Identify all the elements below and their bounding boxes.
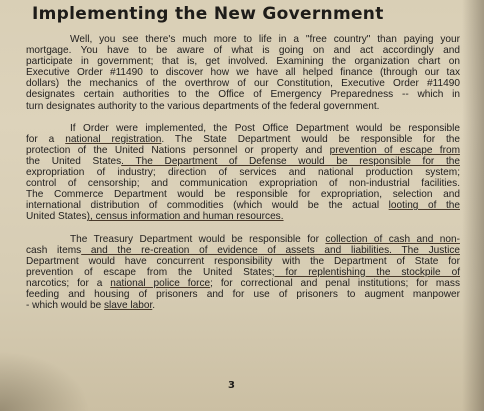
text-line xyxy=(26,200,460,211)
text-line xyxy=(26,134,460,145)
page-title: Implementing the New Government xyxy=(32,4,384,24)
text-segment: narcotics; for a xyxy=(26,277,111,289)
text-line xyxy=(26,89,460,100)
text-segment: Executive Order #11490 to discover how we have all helped finance (through our tax xyxy=(26,67,460,79)
page-number: 3 xyxy=(228,380,235,391)
underlined-phrase: and the re-creation of evidence of assets and liabilities. The Justice xyxy=(81,244,460,256)
underlined-phrase: national registration xyxy=(65,133,162,145)
body-text xyxy=(26,34,460,322)
underlined-phrase: national police force xyxy=(110,277,211,289)
underlined-phrase: prevention of escape from xyxy=(329,144,460,156)
paragraph-2 xyxy=(26,123,460,223)
text-line xyxy=(26,67,460,78)
text-segment: international distribution of commodities (which would be the actual xyxy=(26,200,389,212)
text-segment: control of censorship; and communication expropriation of non-industrial facilities. xyxy=(26,178,460,190)
text-segment: designates certain authorities to the Office of Emergency Preparedness -- which in xyxy=(26,89,460,101)
underlined-phrase: slave labor xyxy=(104,300,153,312)
text-line xyxy=(26,178,460,189)
text-line xyxy=(26,245,460,256)
text-line xyxy=(26,78,460,89)
text-line xyxy=(26,34,460,45)
text-line xyxy=(26,123,460,134)
text-line xyxy=(26,101,460,112)
page-edge-shadow xyxy=(462,0,484,411)
text-segment: . xyxy=(152,300,156,312)
text-line xyxy=(26,56,460,67)
text-line xyxy=(26,234,460,245)
text-segment: for a xyxy=(26,133,66,145)
corner-shadow xyxy=(0,351,90,411)
text-segment: dollars) the mechanics of the overthrow of our Constitution, Executive Order #11490 xyxy=(26,78,460,90)
text-segment: Well, you see there's much more to life in a "free country" than paying your xyxy=(70,34,460,45)
text-line xyxy=(26,289,460,300)
text-segment: If Order were implemented, the Post Office Department would be responsible xyxy=(70,122,460,134)
underlined-phrase: looting of the xyxy=(388,200,460,212)
text-line xyxy=(26,211,460,222)
text-segment: feeding and housing of prisoners and for use of prisoners to augment manpower xyxy=(26,288,460,300)
text-segment: - which would be xyxy=(26,300,104,312)
text-segment: mortgage. You have to be aware of what is going on and act accordingly and xyxy=(26,45,460,57)
text-segment: prevention of escape from the United States xyxy=(26,266,272,278)
underlined-phrase: . The Department of Defense would be responsible for the xyxy=(121,155,460,167)
text-line xyxy=(26,156,460,167)
text-line xyxy=(26,189,460,200)
text-line xyxy=(26,145,460,156)
text-line xyxy=(26,267,460,278)
underlined-phrase: ), census information and human resources. xyxy=(86,211,284,223)
text-segment: protection of the United Nations personnel or property and xyxy=(26,144,330,156)
text-segment: . The State Department would be responsible for the xyxy=(161,133,460,145)
underlined-phrase: ; for replentishing the stockpile of xyxy=(271,266,461,278)
text-segment: turn designates authority to the various departments of the federal government. xyxy=(26,100,380,112)
text-line xyxy=(26,167,460,178)
text-segment: Department would have concurrent responsibility with the Department of State for xyxy=(26,255,460,267)
text-segment: expropriation of industry; direction of services and national production system; xyxy=(26,167,460,179)
paragraph-1 xyxy=(26,34,460,112)
text-line xyxy=(26,278,460,289)
paragraph-3 xyxy=(26,234,460,312)
text-segment: ; for correctional and penal institutions; for mass xyxy=(210,277,460,289)
text-segment: The Commerce Department would be responsible for expropriation, selection and xyxy=(26,189,460,201)
text-segment: The Treasury Department would be responsible for xyxy=(70,233,326,245)
text-segment: the United States xyxy=(26,155,122,167)
text-segment: cash items xyxy=(26,244,82,256)
text-segment: participate in government; that is, get involved. Examining the organization chart on xyxy=(26,56,460,68)
text-line xyxy=(26,45,460,56)
underlined-phrase: collection of cash and non- xyxy=(325,233,460,245)
text-segment: United States xyxy=(26,211,87,223)
text-line xyxy=(26,256,460,267)
text-line xyxy=(26,300,460,311)
